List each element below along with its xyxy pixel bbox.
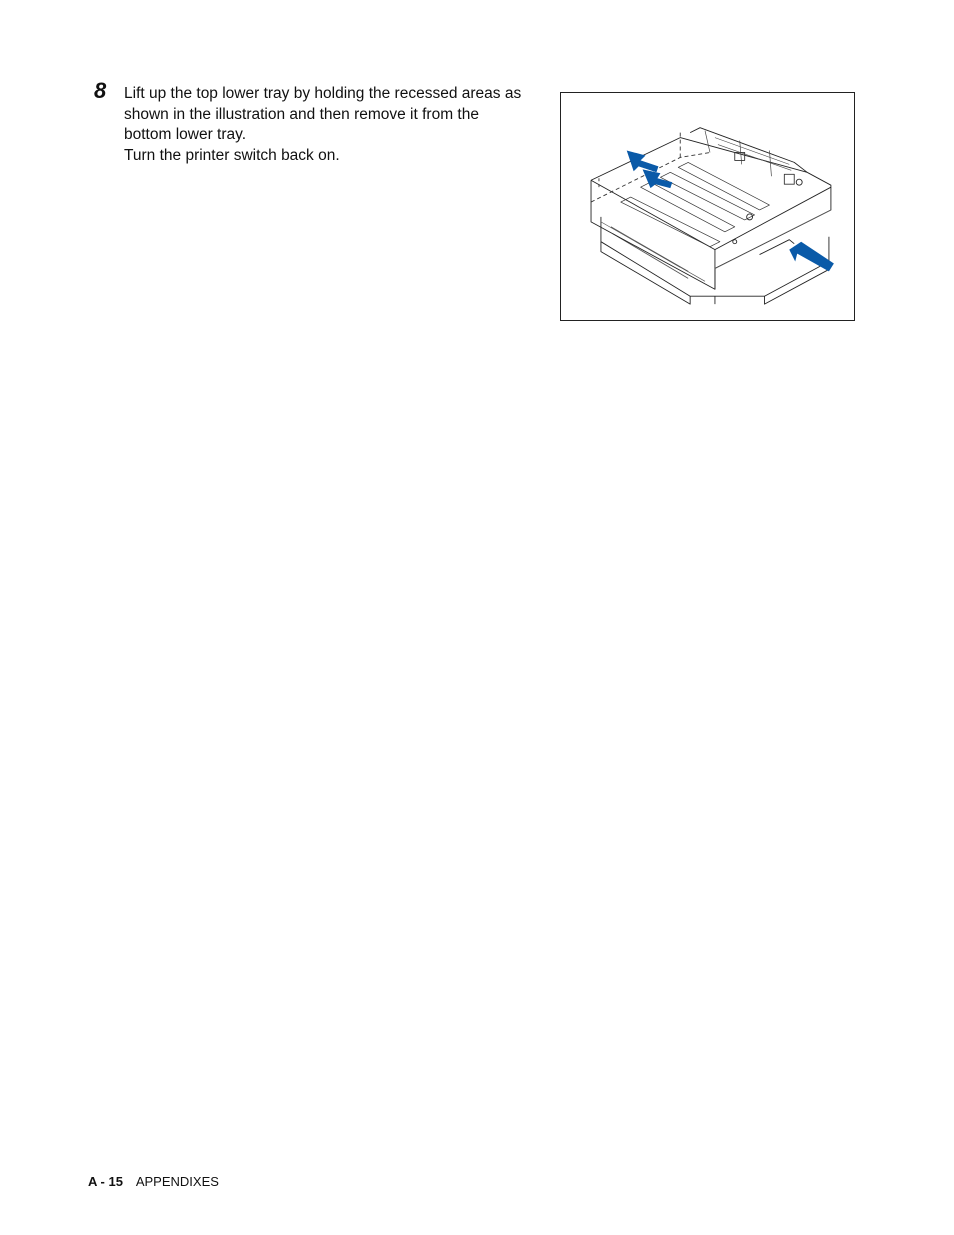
step-line: bottom lower tray. <box>124 126 247 143</box>
step-instructions <box>124 84 556 166</box>
step-line: shown in the illustration and then remove it from the <box>124 105 479 123</box>
step-line: Lift up the top lower tray by holding the recessed areas as <box>124 85 522 102</box>
section-name: APPENDIXES <box>135 1174 219 1189</box>
step-line: Turn the printer switch back on. <box>124 146 340 164</box>
step-number: 8 <box>94 78 107 103</box>
page-footer <box>88 1174 219 1190</box>
page-number: A - 15 <box>88 1174 123 1189</box>
lower-tray-illustration <box>560 92 855 321</box>
lower-tray-drawing <box>561 93 854 320</box>
